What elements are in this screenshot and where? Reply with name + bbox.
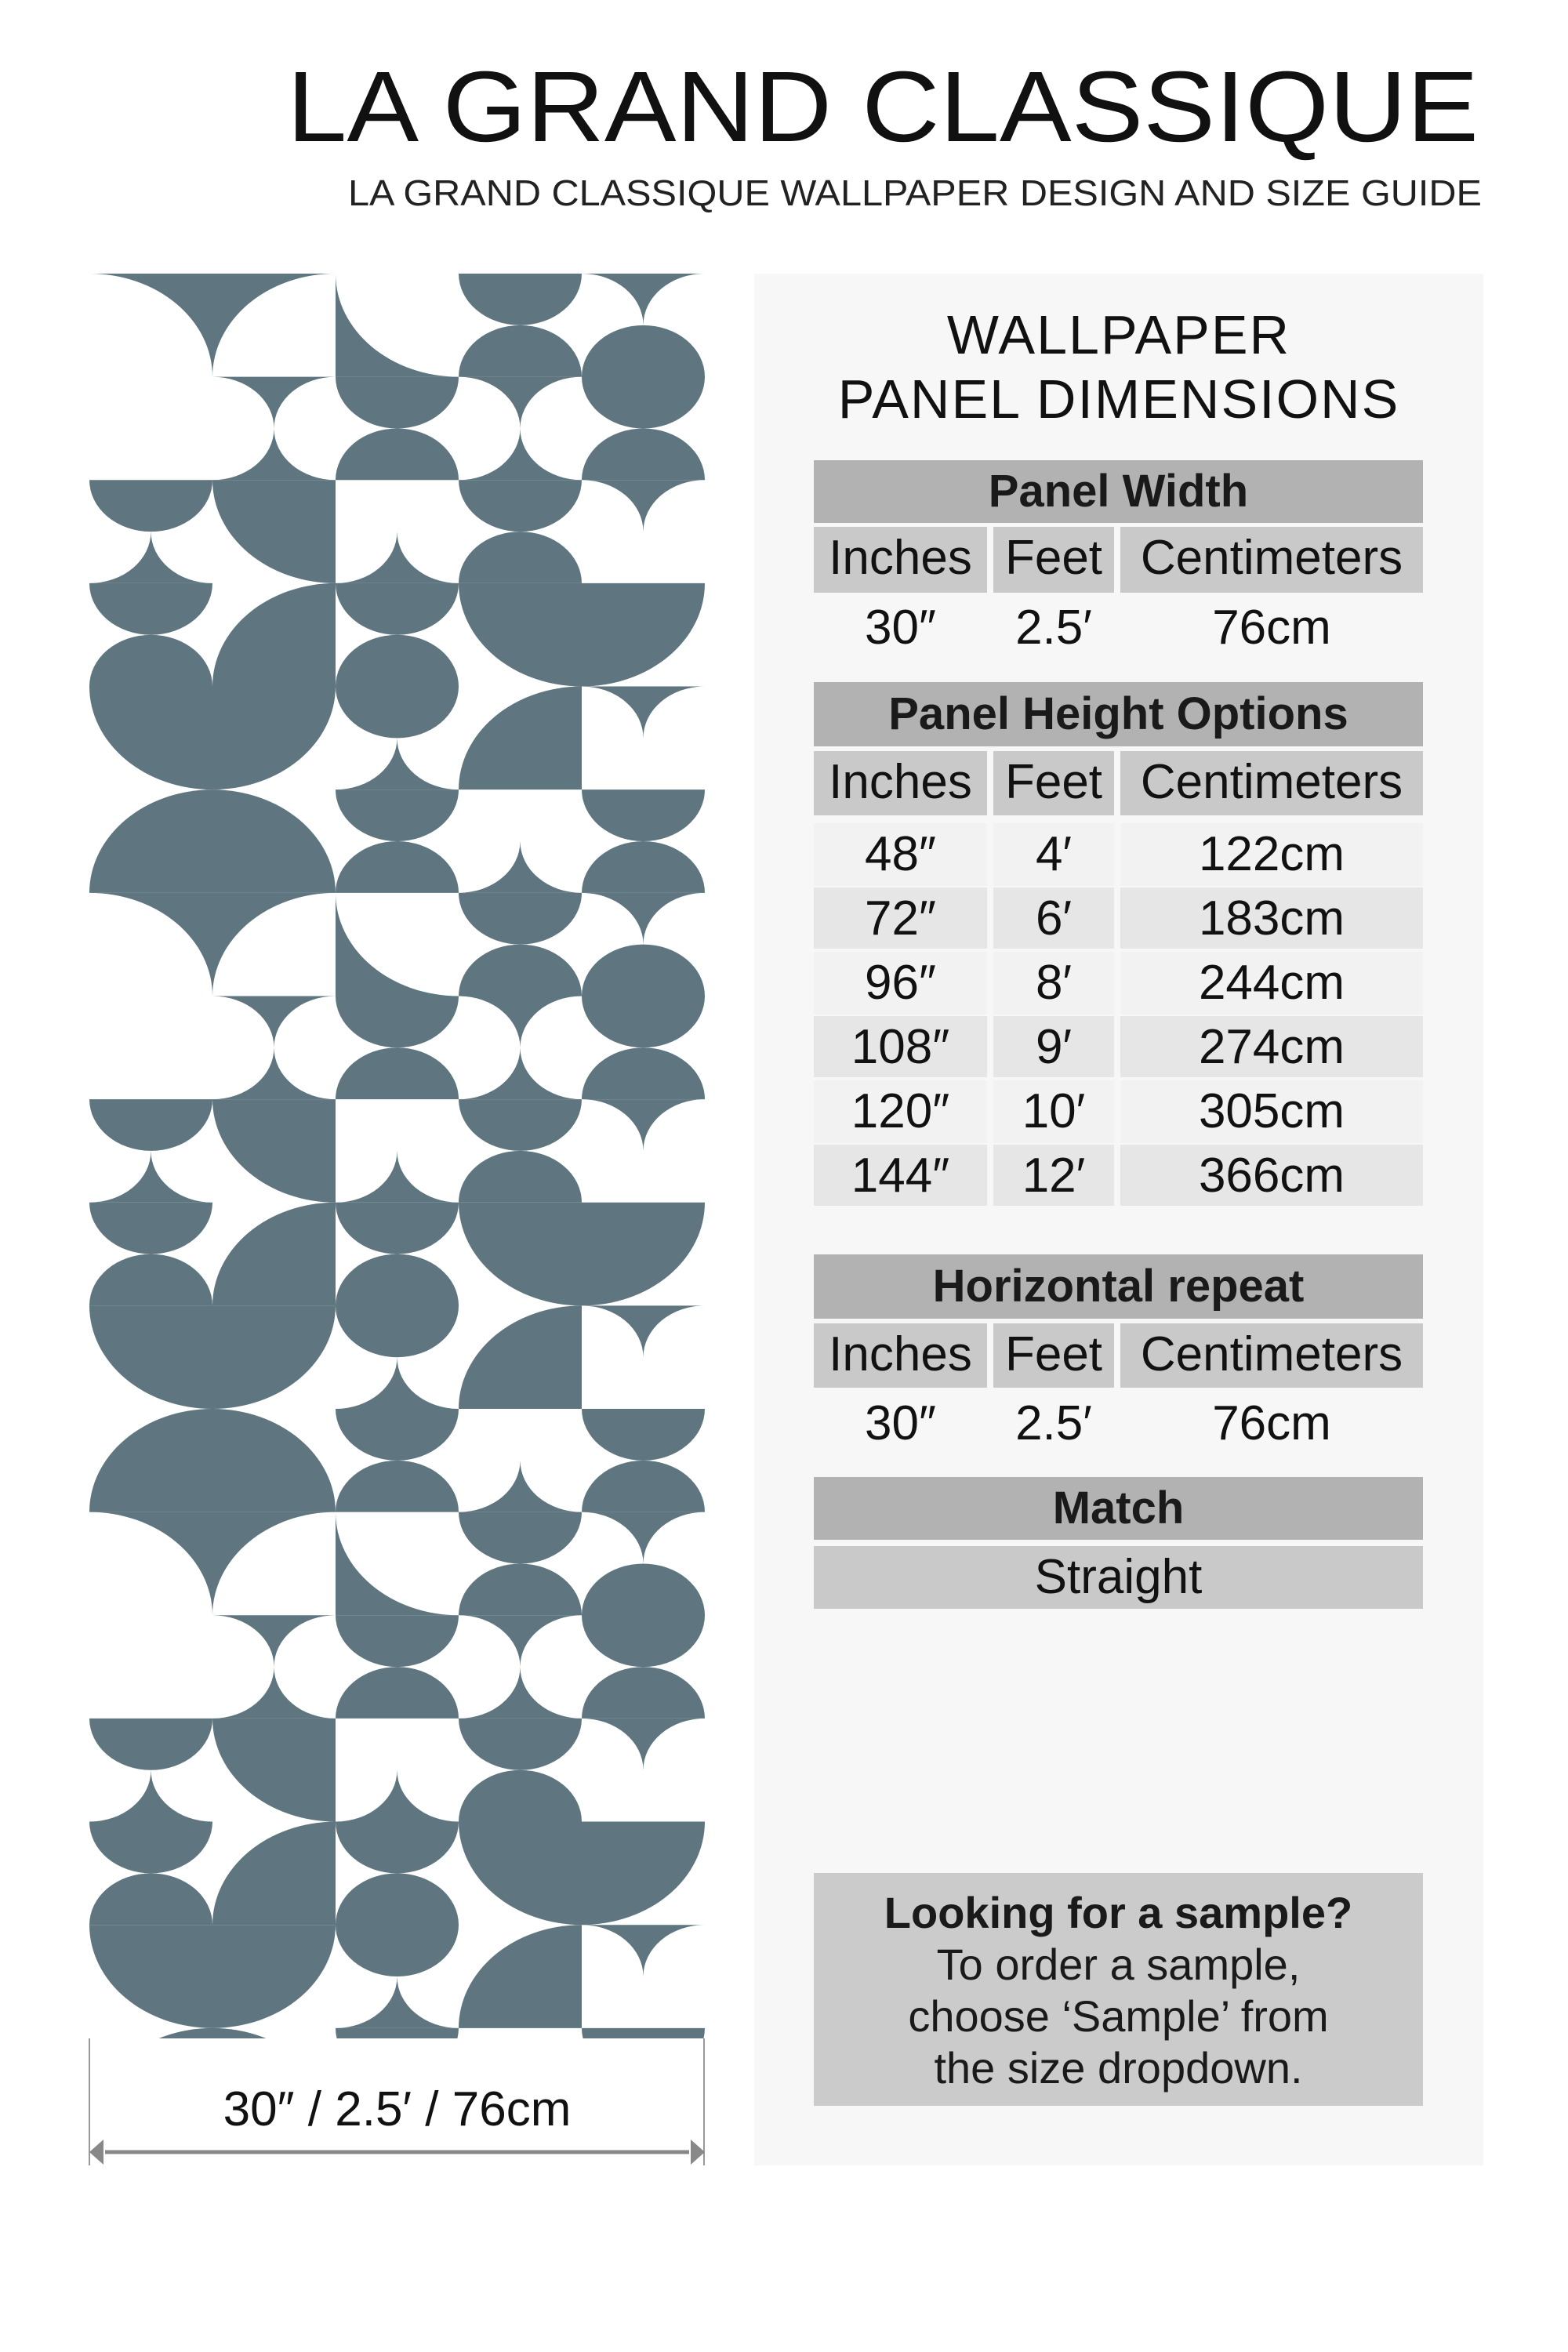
pattern-shape — [582, 1719, 705, 1770]
pattern-shape — [89, 1305, 336, 1409]
pattern-shape — [459, 1461, 582, 1512]
inches-value: 96″ — [814, 952, 987, 1014]
pattern-shape — [212, 377, 336, 429]
table-row — [814, 1016, 1423, 1077]
column-header-row — [814, 1323, 1423, 1388]
pattern-shape — [459, 1667, 582, 1719]
pattern-shape — [212, 1203, 336, 1306]
pattern-shape — [459, 274, 582, 325]
pattern-shape — [212, 1047, 336, 1099]
pattern-tile — [89, 893, 705, 1512]
pattern-shape — [459, 996, 582, 1047]
inches-value: 48″ — [814, 823, 987, 886]
pattern-shape — [336, 428, 459, 480]
pattern-shape — [336, 738, 459, 789]
feet-value: 9′ — [993, 1016, 1114, 1077]
pattern-shape — [459, 377, 582, 429]
column-header: Centimeters — [1120, 751, 1423, 815]
pattern-shape — [336, 1357, 459, 1409]
feet-value: 8′ — [993, 952, 1114, 1014]
inches-value: 108″ — [814, 1016, 987, 1077]
inches-value: 120″ — [814, 1080, 987, 1143]
centimeters-value: 366cm — [1120, 1145, 1423, 1206]
table-row — [814, 1080, 1423, 1143]
pattern-shape — [582, 325, 705, 429]
pattern-shape — [459, 428, 582, 480]
pattern-shape — [459, 480, 582, 532]
pattern-shape — [89, 1203, 212, 1254]
column-header: Centimeters — [1120, 1323, 1423, 1388]
sample-callout-line: To order a sample, — [936, 1940, 1301, 1989]
centimeters-value: 274cm — [1120, 1016, 1423, 1077]
column-header: Centimeters — [1120, 527, 1423, 593]
pattern-shape — [89, 1719, 212, 1770]
brand-subtitle: LA GRAND CLASSIQUE WALLPAPER DESIGN AND SIZE GUIDE — [348, 172, 1482, 213]
pattern-shape — [89, 789, 336, 893]
pattern-shape — [582, 1925, 705, 1976]
pattern-shape — [582, 945, 705, 1048]
pattern-shape — [582, 480, 705, 532]
pattern-shape — [582, 1409, 705, 1461]
pattern-shape — [336, 1409, 459, 1461]
pattern-shape — [212, 996, 336, 1047]
pattern-shape — [89, 532, 212, 583]
feet-value: 6′ — [993, 887, 1114, 949]
pattern-shape — [459, 1770, 582, 1822]
pattern-shape — [459, 532, 582, 583]
pattern-shape — [582, 1047, 705, 1099]
pattern-shape — [582, 1461, 705, 1512]
pattern-shape — [459, 1203, 705, 1306]
pattern-shape — [459, 583, 705, 687]
pattern-shape — [336, 532, 459, 583]
sample-callout-line: choose ‘Sample’ from — [908, 1991, 1329, 2041]
feet-value: 2.5′ — [1015, 601, 1092, 655]
feet-value: 12′ — [993, 1145, 1114, 1206]
pattern-shape — [336, 377, 459, 429]
pattern-shape — [582, 1563, 705, 1667]
pattern-shape — [89, 1151, 212, 1203]
wallpaper-pattern-preview — [89, 274, 705, 2038]
brand-title: LA GRAND CLASSIQUE — [287, 51, 1479, 163]
pattern-shape — [582, 1099, 705, 1151]
table-row — [814, 823, 1423, 886]
column-header: Inches — [814, 1323, 987, 1388]
pattern-shape — [582, 428, 705, 480]
pattern-shape — [89, 1925, 336, 2028]
pattern-tile — [89, 1512, 705, 2038]
pattern-shape — [212, 1822, 336, 1926]
feet-value: 2.5′ — [1015, 1396, 1092, 1450]
pattern-shape — [89, 1770, 212, 1822]
inches-value: 30″ — [865, 1396, 936, 1450]
pattern-shape — [212, 1099, 336, 1203]
column-header: Inches — [814, 751, 987, 815]
pattern-shape — [459, 687, 582, 790]
pattern-shape — [459, 1925, 582, 2028]
pattern-shape — [459, 1151, 582, 1203]
table-heading: Panel Width — [814, 460, 1423, 523]
match-value: Straight — [814, 1546, 1423, 1609]
pattern-shape — [212, 1615, 336, 1667]
brand-header — [267, 47, 1490, 220]
table-heading: Match — [814, 1477, 1423, 1540]
pattern-shape — [212, 583, 336, 687]
pattern-shape — [336, 1770, 459, 1822]
column-header: Feet — [993, 1323, 1114, 1388]
panel-title-line2: PANEL DIMENSIONS — [837, 368, 1400, 430]
panel-width-dimension-label: 30″ / 2.5′ / 76cm — [223, 2082, 572, 2136]
pattern-shape — [336, 789, 459, 841]
pattern-shape — [459, 1822, 705, 1926]
pattern-shape — [336, 1976, 459, 2028]
inches-value: 30″ — [865, 601, 936, 655]
pattern-shape — [582, 274, 705, 325]
feet-value: 10′ — [993, 1080, 1114, 1143]
pattern-shape — [89, 274, 336, 377]
pattern-shape — [459, 1719, 582, 1770]
pattern-shape — [89, 2028, 336, 2038]
pattern-shape — [336, 1151, 459, 1203]
pattern-shape — [336, 1047, 459, 1099]
centimeters-value: 76cm — [1212, 1396, 1331, 1450]
pattern-shape — [459, 1563, 582, 1615]
pattern-shape — [89, 1099, 212, 1151]
pattern-shape — [336, 274, 459, 377]
pattern-shape — [336, 1667, 459, 1719]
pattern-shape — [89, 1254, 212, 1306]
pattern-tile — [89, 274, 705, 893]
pattern-shape — [336, 2028, 459, 2038]
pattern-shape — [459, 1615, 582, 1667]
pattern-shape — [459, 1047, 582, 1099]
inches-value: 72″ — [814, 887, 987, 949]
column-header: Feet — [993, 751, 1114, 815]
pattern-shape — [336, 893, 459, 996]
table-heading: Horizontal repeat — [814, 1254, 1423, 1319]
dimension-arrow — [89, 2136, 705, 2168]
sample-callout-line: the size dropdown. — [934, 2043, 1303, 2092]
pattern-shape — [89, 687, 336, 790]
pattern-shape — [89, 1822, 212, 1874]
pattern-shape — [459, 325, 582, 377]
pattern-shape — [89, 480, 212, 532]
pattern-shape — [336, 1822, 459, 1874]
pattern-shape — [459, 1099, 582, 1151]
pattern-shape — [459, 1512, 582, 1564]
column-header: Feet — [993, 527, 1114, 593]
pattern-shape — [459, 893, 582, 945]
column-header-row — [814, 527, 1423, 593]
centimeters-value: 76cm — [1212, 601, 1331, 655]
pattern-shape — [89, 1409, 336, 1512]
pattern-shape — [336, 1512, 459, 1616]
table-row — [814, 597, 1423, 659]
pattern-shape — [582, 687, 705, 739]
pattern-shape — [212, 480, 336, 583]
centimeters-value: 305cm — [1120, 1080, 1423, 1143]
pattern-shape — [89, 1512, 336, 1616]
panel-dimensions-card — [754, 274, 1483, 2165]
pattern-shape — [212, 1667, 336, 1719]
pattern-shape — [336, 1461, 459, 1512]
pattern-shape — [459, 945, 582, 996]
pattern-shape — [582, 2028, 705, 2038]
pattern-shape — [336, 1615, 459, 1667]
pattern-shape — [89, 893, 336, 996]
centimeters-value: 244cm — [1120, 952, 1423, 1014]
pattern-shape — [336, 1254, 459, 1358]
centimeters-value: 183cm — [1120, 887, 1423, 949]
sample-callout-title: Looking for a sample? — [884, 1888, 1353, 1937]
table-row — [814, 1145, 1423, 1206]
pattern-shape — [336, 996, 459, 1047]
column-header-row — [814, 751, 1423, 815]
pattern-shape — [89, 583, 212, 635]
column-header: Inches — [814, 527, 987, 593]
panel-title-line1: WALLPAPER — [946, 304, 1291, 365]
pattern-shape — [336, 841, 459, 893]
pattern-shape — [582, 1512, 705, 1564]
pattern-shape — [582, 893, 705, 945]
table-row — [814, 887, 1423, 949]
pattern-shape — [212, 1719, 336, 1822]
pattern-shape — [459, 841, 582, 893]
table-row — [814, 1392, 1423, 1455]
pattern-shape — [89, 1873, 212, 1925]
pattern-shape — [582, 841, 705, 893]
pattern-shape — [582, 789, 705, 841]
pattern-shape — [459, 1305, 582, 1409]
pattern-shape — [336, 1873, 459, 1976]
pattern-shape — [336, 583, 459, 635]
pattern-shape — [212, 428, 336, 480]
pattern-shape — [336, 1203, 459, 1254]
feet-value: 4′ — [993, 823, 1114, 886]
pattern-shape — [582, 1305, 705, 1357]
pattern-shape — [582, 1667, 705, 1719]
table-heading: Panel Height Options — [814, 682, 1423, 746]
inches-value: 144″ — [814, 1145, 987, 1206]
pattern-shape — [336, 635, 459, 739]
table-row — [814, 952, 1423, 1014]
pattern-shape — [89, 635, 212, 687]
sample-callout — [814, 1873, 1423, 2106]
centimeters-value: 122cm — [1120, 823, 1423, 886]
